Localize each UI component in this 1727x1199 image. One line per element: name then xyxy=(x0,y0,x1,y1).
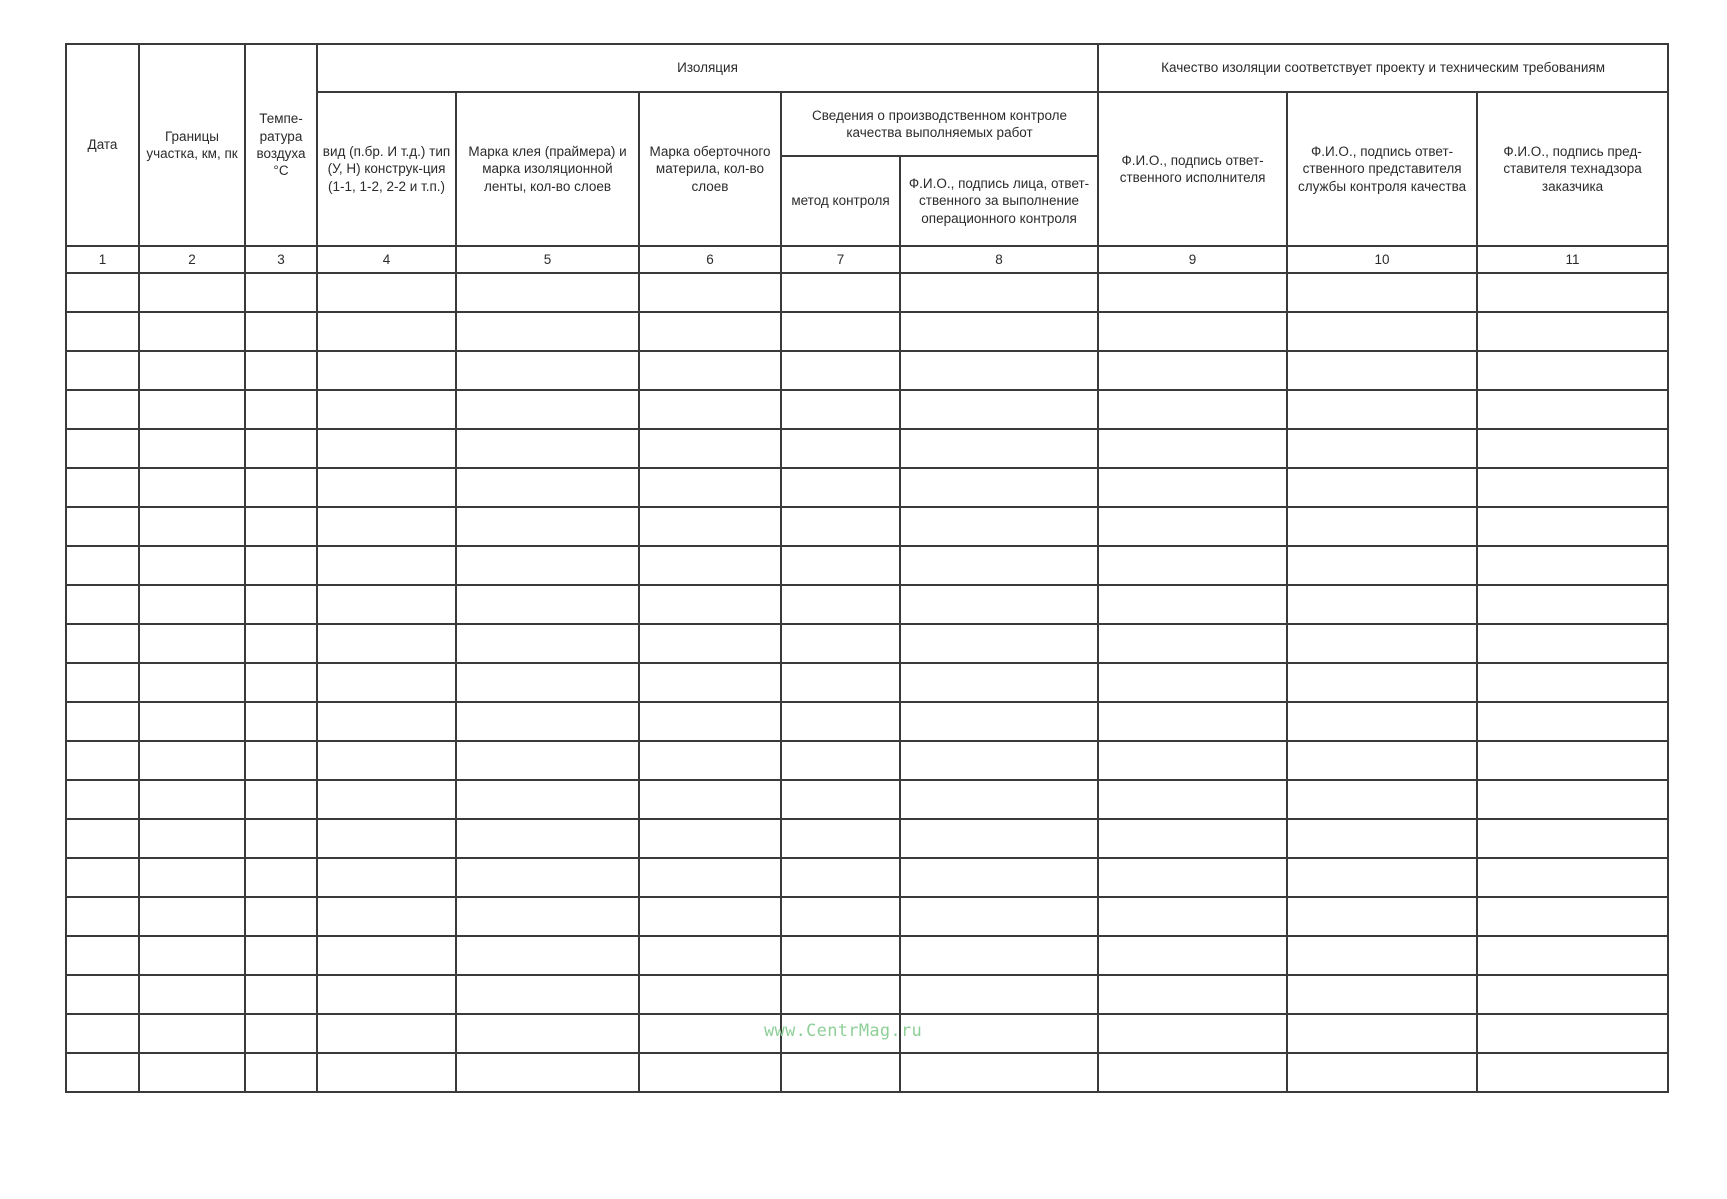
table-cell xyxy=(639,507,781,546)
table-cell xyxy=(1477,312,1668,351)
table-cell xyxy=(639,468,781,507)
table-cell xyxy=(1477,780,1668,819)
table-cell xyxy=(456,468,639,507)
table-cell xyxy=(781,975,900,1014)
table-cell xyxy=(1287,819,1477,858)
table-cell xyxy=(245,702,317,741)
table-cell xyxy=(639,975,781,1014)
table-cell xyxy=(1477,936,1668,975)
table-cell xyxy=(66,1053,139,1092)
table-cell xyxy=(139,975,245,1014)
table-cell xyxy=(900,312,1098,351)
table-cell xyxy=(1287,351,1477,390)
table-cell xyxy=(639,780,781,819)
table-cell xyxy=(900,429,1098,468)
table-cell xyxy=(1287,1053,1477,1092)
table-cell xyxy=(1477,585,1668,624)
table-cell xyxy=(1477,351,1668,390)
table-cell xyxy=(139,1014,245,1053)
table-cell xyxy=(1098,663,1287,702)
table-cell xyxy=(456,936,639,975)
table-cell xyxy=(245,390,317,429)
table-cell xyxy=(139,1053,245,1092)
table-cell xyxy=(139,858,245,897)
table-cell xyxy=(317,858,456,897)
column-number: 2 xyxy=(139,246,245,273)
table-row xyxy=(66,702,1668,741)
table-cell xyxy=(456,429,639,468)
table-cell xyxy=(1287,624,1477,663)
header-insulation: Изоляция xyxy=(317,44,1098,92)
table-cell xyxy=(1477,1053,1668,1092)
table-cell xyxy=(900,936,1098,975)
table-cell xyxy=(900,975,1098,1014)
table-cell xyxy=(66,975,139,1014)
table-cell xyxy=(245,858,317,897)
table-row xyxy=(66,507,1668,546)
column-number: 1 xyxy=(66,246,139,273)
table-cell xyxy=(1287,273,1477,312)
table-cell xyxy=(1098,741,1287,780)
table-cell xyxy=(317,897,456,936)
table-row xyxy=(66,312,1668,351)
table-cell xyxy=(139,819,245,858)
journal-sheet xyxy=(65,43,1667,1093)
table-cell xyxy=(781,429,900,468)
table-cell xyxy=(781,351,900,390)
table-cell xyxy=(1098,351,1287,390)
table-cell xyxy=(781,858,900,897)
table-row xyxy=(66,858,1668,897)
table-cell xyxy=(1287,936,1477,975)
column-number: 8 xyxy=(900,246,1098,273)
column-number: 5 xyxy=(456,246,639,273)
table-row xyxy=(66,429,1668,468)
table-cell xyxy=(66,780,139,819)
table-cell xyxy=(639,858,781,897)
table-cell xyxy=(1098,975,1287,1014)
table-cell xyxy=(639,663,781,702)
table-cell xyxy=(456,897,639,936)
table-cell xyxy=(1287,1014,1477,1053)
table-cell xyxy=(139,702,245,741)
table-cell xyxy=(139,897,245,936)
table-cell xyxy=(781,546,900,585)
table-cell xyxy=(317,351,456,390)
column-number: 6 xyxy=(639,246,781,273)
header-operational-control-person: Ф.И.О., подпись лица, ответ-ственного за выполнение операционного контроля xyxy=(900,156,1098,246)
column-number: 7 xyxy=(781,246,900,273)
table-cell xyxy=(900,858,1098,897)
table-cell xyxy=(1098,390,1287,429)
table-cell xyxy=(456,741,639,780)
table-cell xyxy=(245,312,317,351)
table-cell xyxy=(1477,975,1668,1014)
table-cell xyxy=(139,624,245,663)
table-cell xyxy=(317,312,456,351)
table-cell xyxy=(900,546,1098,585)
table-cell xyxy=(900,585,1098,624)
table-cell xyxy=(1098,273,1287,312)
table-cell xyxy=(456,390,639,429)
table-cell xyxy=(900,624,1098,663)
header-qc-representative: Ф.И.О., подпись ответ-ственного представителя службы контроля качества xyxy=(1287,92,1477,246)
table-cell xyxy=(139,936,245,975)
table-cell xyxy=(900,390,1098,429)
column-number: 10 xyxy=(1287,246,1477,273)
table-cell xyxy=(66,624,139,663)
table-cell xyxy=(66,351,139,390)
table-cell xyxy=(317,390,456,429)
header-customer-supervision: Ф.И.О., подпись пред-ставителя технадзора заказчика xyxy=(1477,92,1668,246)
table-cell xyxy=(139,546,245,585)
table-cell xyxy=(781,1053,900,1092)
table-cell xyxy=(1287,312,1477,351)
table-cell xyxy=(139,741,245,780)
table-cell xyxy=(456,507,639,546)
table-row xyxy=(66,936,1668,975)
table-cell xyxy=(639,1014,781,1053)
table-row xyxy=(66,897,1668,936)
table-row xyxy=(66,663,1668,702)
table-cell xyxy=(245,819,317,858)
table-cell xyxy=(66,429,139,468)
table-cell xyxy=(456,585,639,624)
table-cell xyxy=(139,429,245,468)
header-quality: Качество изоляции соответствует проекту и техническим требованиям xyxy=(1098,44,1668,92)
table-cell xyxy=(66,468,139,507)
table-cell xyxy=(639,936,781,975)
table-cell xyxy=(245,897,317,936)
table-cell xyxy=(781,390,900,429)
table-cell xyxy=(139,507,245,546)
table-cell xyxy=(900,663,1098,702)
table-cell xyxy=(317,702,456,741)
table-cell xyxy=(66,273,139,312)
table-cell xyxy=(1477,468,1668,507)
table-cell xyxy=(1098,429,1287,468)
table-cell xyxy=(1287,429,1477,468)
table-row xyxy=(66,468,1668,507)
table-cell xyxy=(317,624,456,663)
table-cell xyxy=(781,273,900,312)
table-cell xyxy=(639,351,781,390)
table-cell xyxy=(1477,702,1668,741)
table-cell xyxy=(1287,975,1477,1014)
table-cell xyxy=(1098,1014,1287,1053)
table-cell xyxy=(317,1014,456,1053)
table-cell xyxy=(139,312,245,351)
column-number: 3 xyxy=(245,246,317,273)
table-cell xyxy=(66,741,139,780)
table-cell xyxy=(456,273,639,312)
table-cell xyxy=(456,1014,639,1053)
table-cell xyxy=(245,273,317,312)
table-cell xyxy=(245,546,317,585)
table-cell xyxy=(900,897,1098,936)
header-control-method: метод контроля xyxy=(781,156,900,246)
table-cell xyxy=(1287,390,1477,429)
table-cell xyxy=(1098,312,1287,351)
table-cell xyxy=(781,741,900,780)
table-cell xyxy=(1477,819,1668,858)
table-cell xyxy=(1098,702,1287,741)
table-cell xyxy=(900,273,1098,312)
table-cell xyxy=(1287,702,1477,741)
table-cell xyxy=(245,351,317,390)
table-cell xyxy=(245,585,317,624)
column-number: 4 xyxy=(317,246,456,273)
header-production-control: Сведения о производственном контроле качества выполняемых работ xyxy=(781,92,1098,156)
header-glue-brand: Марка клея (праймера) и марка изоляционной ленты, кол-во слоев xyxy=(456,92,639,246)
table-cell xyxy=(245,507,317,546)
table-cell xyxy=(900,741,1098,780)
table-cell xyxy=(1477,390,1668,429)
table-cell xyxy=(900,1014,1098,1053)
table-cell xyxy=(781,702,900,741)
table-cell xyxy=(66,507,139,546)
table-row xyxy=(66,819,1668,858)
table-cell xyxy=(245,468,317,507)
table-cell xyxy=(1287,897,1477,936)
table-cell xyxy=(900,780,1098,819)
table-cell xyxy=(66,819,139,858)
table-cell xyxy=(66,312,139,351)
insulation-journal-table xyxy=(65,43,1669,1093)
table-cell xyxy=(1098,858,1287,897)
table-cell xyxy=(66,546,139,585)
header-date: Дата xyxy=(66,44,139,246)
table-cell xyxy=(1098,780,1287,819)
table-cell xyxy=(639,312,781,351)
table-cell xyxy=(245,1053,317,1092)
table-cell xyxy=(1287,780,1477,819)
table-cell xyxy=(317,936,456,975)
table-cell xyxy=(139,663,245,702)
table-cell xyxy=(1477,273,1668,312)
table-cell xyxy=(245,741,317,780)
table-cell xyxy=(781,312,900,351)
table-cell xyxy=(317,819,456,858)
table-cell xyxy=(639,546,781,585)
table-cell xyxy=(139,390,245,429)
table-cell xyxy=(1287,468,1477,507)
table-cell xyxy=(139,468,245,507)
table-cell xyxy=(1477,897,1668,936)
table-cell xyxy=(1287,741,1477,780)
table-cell xyxy=(66,897,139,936)
table-cell xyxy=(317,507,456,546)
header-wrap-brand: Марка оберточного материла, кол-во слоев xyxy=(639,92,781,246)
table-cell xyxy=(639,819,781,858)
table-row xyxy=(66,546,1668,585)
table-cell xyxy=(1098,624,1287,663)
table-cell xyxy=(900,819,1098,858)
table-cell xyxy=(245,1014,317,1053)
table-row xyxy=(66,975,1668,1014)
table-cell xyxy=(1098,585,1287,624)
table-cell xyxy=(456,975,639,1014)
table-cell xyxy=(317,741,456,780)
header-air-temperature: Темпе-ратура воздуха °С xyxy=(245,44,317,246)
table-cell xyxy=(1287,858,1477,897)
table-cell xyxy=(139,351,245,390)
table-cell xyxy=(639,390,781,429)
table-cell xyxy=(1477,429,1668,468)
table-cell xyxy=(1287,507,1477,546)
watermark: www.CentrMag.ru xyxy=(764,1021,923,1041)
table-cell xyxy=(456,1053,639,1092)
table-cell xyxy=(317,585,456,624)
table-cell xyxy=(1477,546,1668,585)
table-cell xyxy=(456,624,639,663)
table-cell xyxy=(1477,624,1668,663)
table-cell xyxy=(900,351,1098,390)
table-cell xyxy=(781,507,900,546)
table-cell xyxy=(781,780,900,819)
table-cell xyxy=(781,897,900,936)
table-cell xyxy=(66,1014,139,1053)
table-cell xyxy=(781,624,900,663)
table-cell xyxy=(317,429,456,468)
header-executor: Ф.И.О., подпись ответ-ственного исполнителя xyxy=(1098,92,1287,246)
table-cell xyxy=(139,273,245,312)
table-cell xyxy=(1287,663,1477,702)
table-cell xyxy=(66,663,139,702)
table-cell xyxy=(456,546,639,585)
table-cell xyxy=(317,1053,456,1092)
table-cell xyxy=(900,1053,1098,1092)
table-cell xyxy=(317,780,456,819)
table-cell xyxy=(139,585,245,624)
table-row xyxy=(66,1053,1668,1092)
table-row xyxy=(66,780,1668,819)
table-cell xyxy=(900,507,1098,546)
table-cell xyxy=(1287,546,1477,585)
table-cell xyxy=(456,663,639,702)
table-cell xyxy=(1477,741,1668,780)
table-cell xyxy=(245,936,317,975)
table-cell xyxy=(317,975,456,1014)
table-cell xyxy=(1098,468,1287,507)
table-cell xyxy=(639,273,781,312)
table-cell xyxy=(781,468,900,507)
table-cell xyxy=(1098,936,1287,975)
table-cell xyxy=(139,780,245,819)
table-cell xyxy=(317,663,456,702)
table-cell xyxy=(1098,507,1287,546)
table-cell xyxy=(66,936,139,975)
table-cell xyxy=(639,741,781,780)
table-cell xyxy=(456,312,639,351)
column-number: 11 xyxy=(1477,246,1668,273)
table-cell xyxy=(639,624,781,663)
table-cell xyxy=(900,468,1098,507)
table-cell xyxy=(66,858,139,897)
table-cell xyxy=(781,819,900,858)
column-number-row xyxy=(66,246,1668,273)
table-row xyxy=(66,585,1668,624)
table-cell xyxy=(1098,897,1287,936)
table-cell xyxy=(456,819,639,858)
table-cell xyxy=(639,702,781,741)
table-cell xyxy=(1098,1053,1287,1092)
table-cell xyxy=(1287,585,1477,624)
table-row xyxy=(66,741,1668,780)
table-cell xyxy=(456,858,639,897)
table-cell xyxy=(781,936,900,975)
header-section-bounds: Границы участка, км, пк xyxy=(139,44,245,246)
table-cell xyxy=(245,624,317,663)
table-cell xyxy=(639,585,781,624)
table-cell xyxy=(317,273,456,312)
column-number: 9 xyxy=(1098,246,1287,273)
table-cell xyxy=(245,780,317,819)
table-cell xyxy=(900,702,1098,741)
table-cell xyxy=(1098,819,1287,858)
table-cell xyxy=(456,351,639,390)
table-row xyxy=(66,351,1668,390)
table-cell xyxy=(66,585,139,624)
table-cell xyxy=(781,585,900,624)
table-cell xyxy=(781,663,900,702)
table-cell xyxy=(1477,507,1668,546)
table-cell xyxy=(245,429,317,468)
table-cell xyxy=(639,429,781,468)
table-cell xyxy=(66,390,139,429)
table-row xyxy=(66,390,1668,429)
table-row xyxy=(66,624,1668,663)
table-cell xyxy=(1477,1014,1668,1053)
table-cell xyxy=(317,546,456,585)
table-cell xyxy=(1098,546,1287,585)
table-cell xyxy=(245,975,317,1014)
table-cell xyxy=(66,702,139,741)
table-cell xyxy=(317,468,456,507)
table-cell xyxy=(245,663,317,702)
table-cell xyxy=(639,1053,781,1092)
header-type-construction: вид (п.бр. И т.д.) тип (У, Н) конструк-ция (1-1, 1-2, 2-2 и т.п.) xyxy=(317,92,456,246)
table-cell xyxy=(1477,663,1668,702)
table-cell xyxy=(456,702,639,741)
table-cell xyxy=(1477,858,1668,897)
table-cell xyxy=(456,780,639,819)
table-cell xyxy=(639,897,781,936)
header-row-1 xyxy=(66,44,1668,92)
table-row xyxy=(66,273,1668,312)
